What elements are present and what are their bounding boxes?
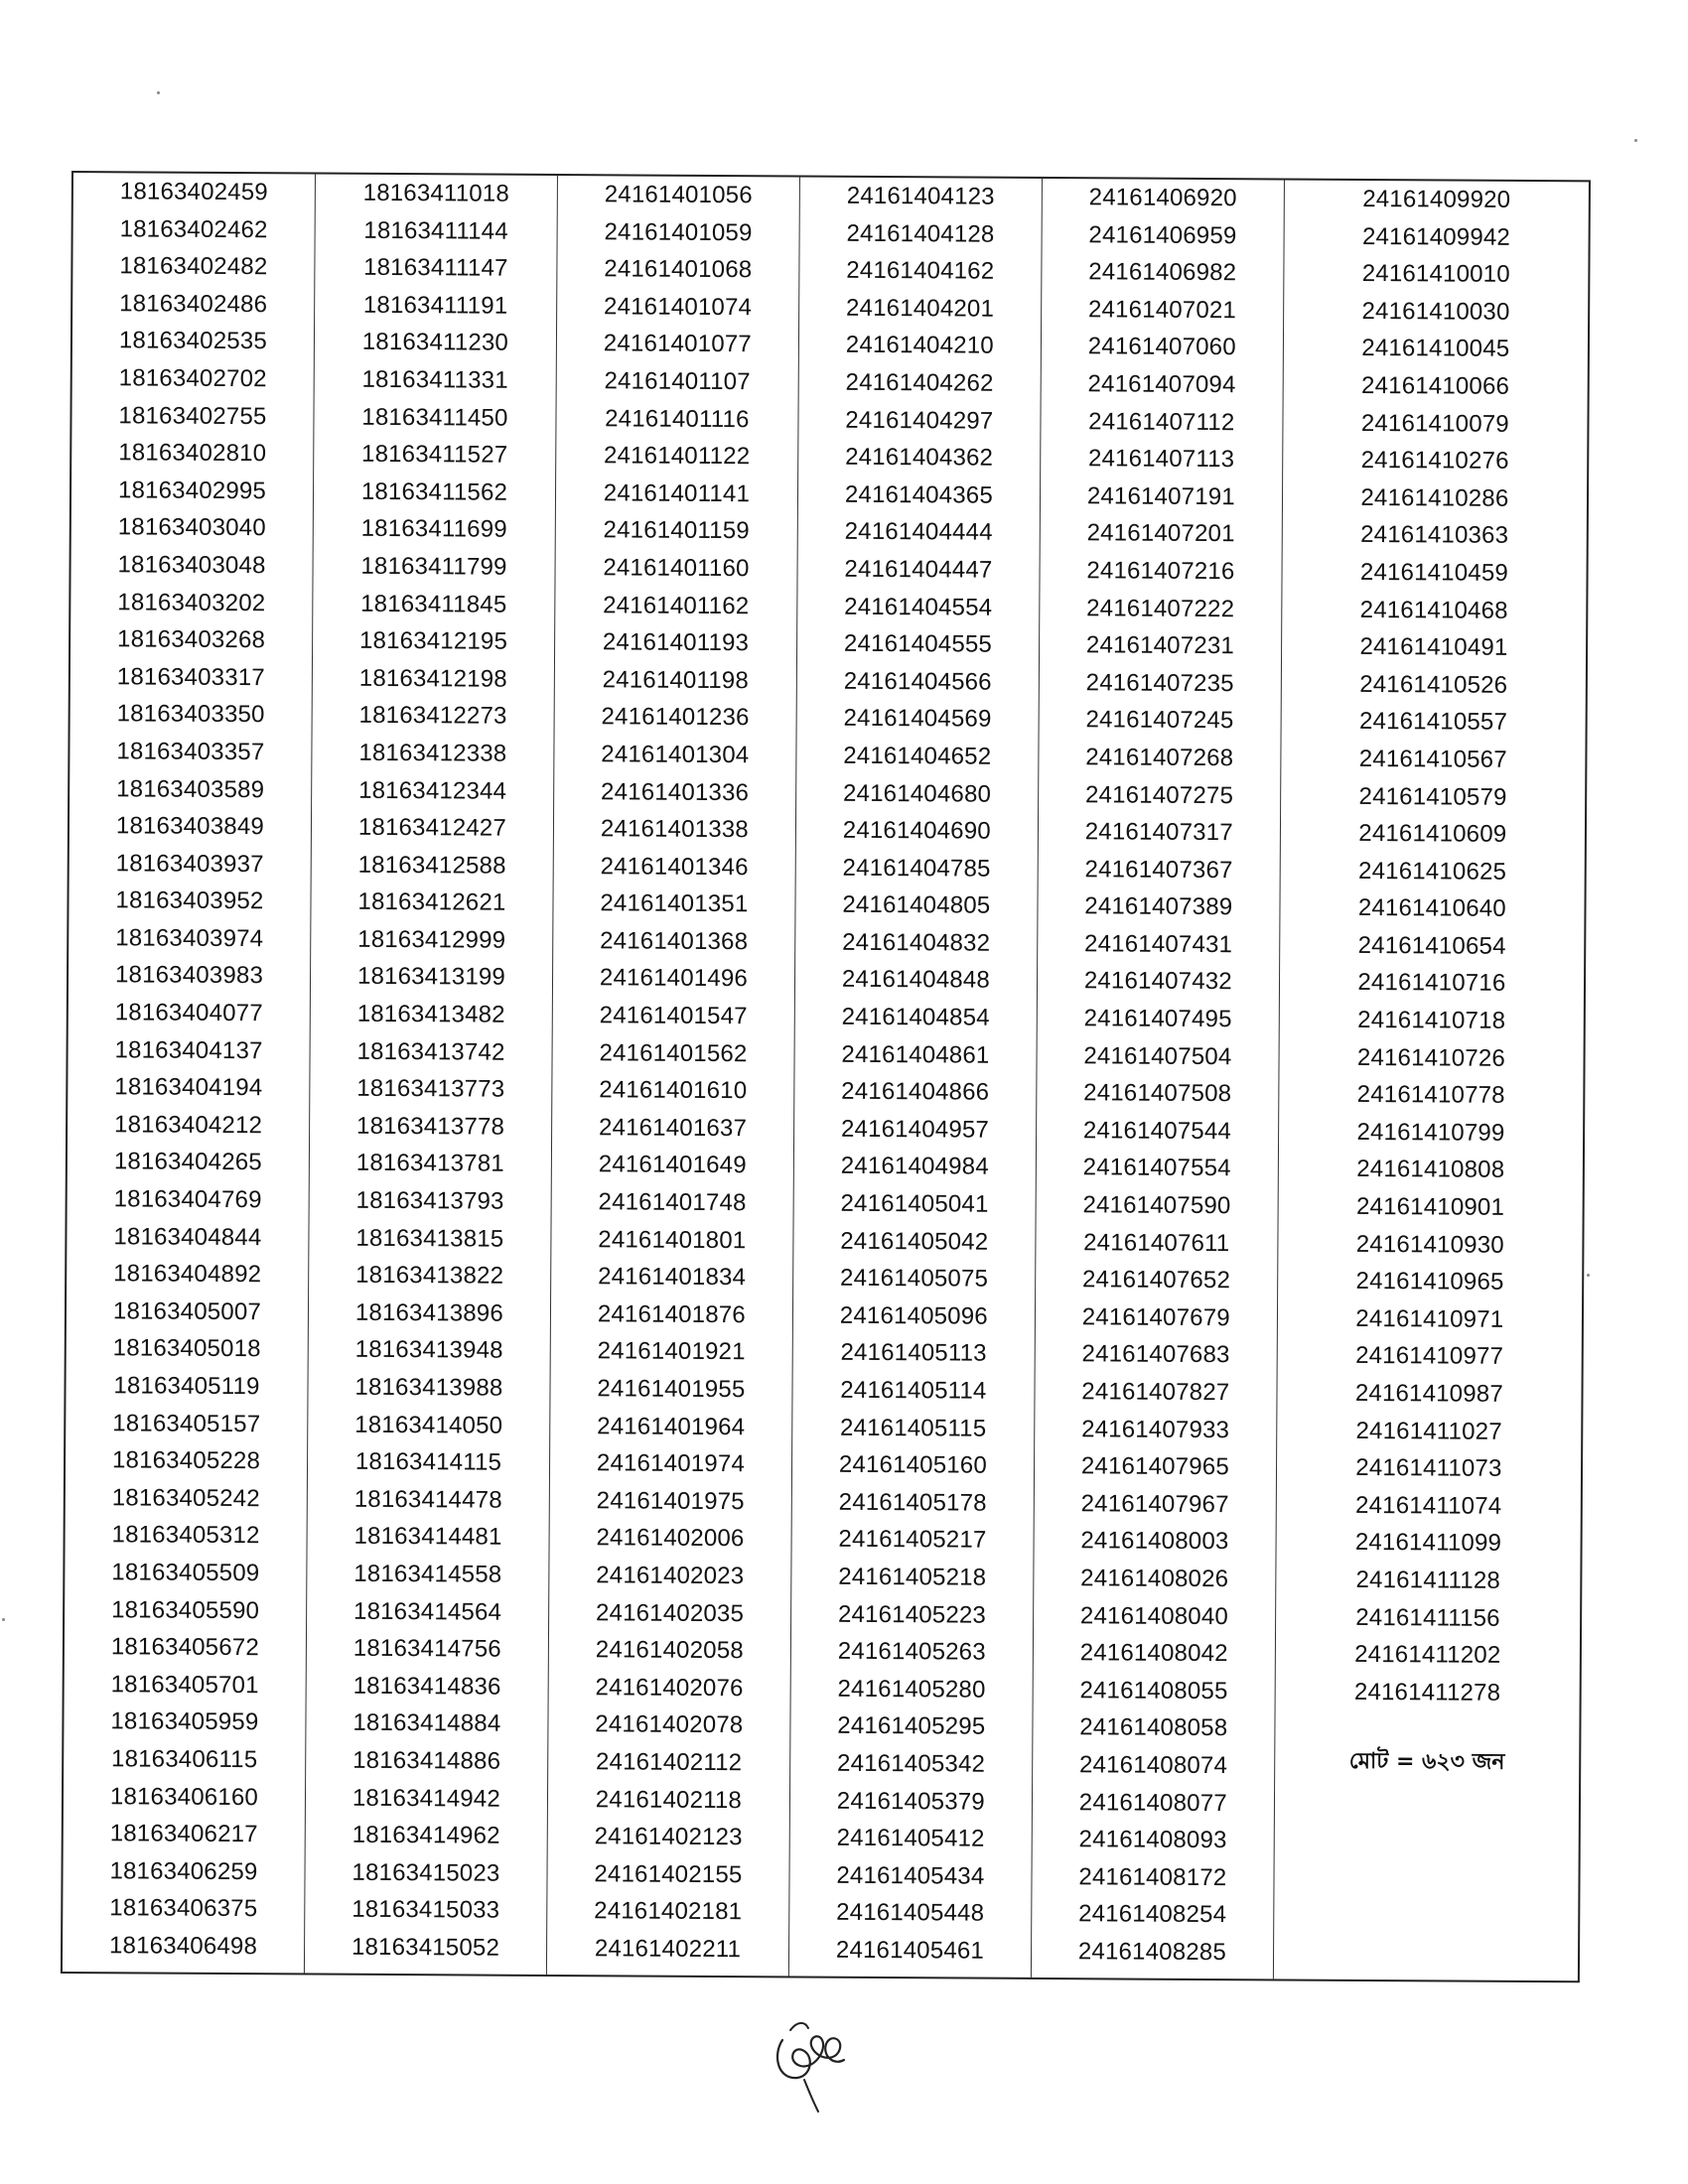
roll-number-cell: 24161404848	[841, 966, 991, 995]
roll-number-cell: 18163402482	[119, 252, 268, 281]
roll-number-cell: 24161402006	[596, 1524, 745, 1553]
roll-number-cell: 24161404554	[844, 593, 993, 621]
roll-number-cell: 24161404128	[846, 219, 995, 248]
roll-number-cell: 24161402155	[594, 1859, 743, 1888]
roll-number-cell: 24161410468	[1359, 596, 1508, 624]
roll-number-cell: 18163413778	[355, 1112, 505, 1141]
roll-number-cell: 18163404844	[113, 1222, 262, 1251]
roll-number-cell: 18163411191	[362, 291, 508, 320]
roll-number-cell: 24161405113	[840, 1339, 987, 1368]
roll-number-cell: 18163414050	[354, 1411, 503, 1439]
roll-number-cell: 18163414836	[352, 1672, 501, 1701]
roll-number-cell: 24161410726	[1356, 1043, 1506, 1072]
roll-number-cell: 18163404137	[114, 1035, 263, 1064]
roll-number-cell: 24161401122	[603, 442, 751, 471]
roll-number-cell: 18163413781	[355, 1150, 504, 1178]
roll-number-cell: 24161405434	[836, 1861, 985, 1890]
roll-number-cell: 24161401974	[596, 1449, 746, 1478]
roll-number-cell: 24161410491	[1359, 633, 1508, 661]
roll-number-cell: 24161402118	[595, 1785, 743, 1814]
roll-number-cell: 24161408055	[1079, 1676, 1228, 1705]
scan-speck	[1587, 1274, 1590, 1277]
roll-number-cell: 18163412338	[358, 739, 507, 767]
roll-number-cell: 24161407554	[1082, 1154, 1231, 1182]
roll-number-cell: 24161404785	[842, 854, 991, 883]
roll-number-cell: 18163415023	[352, 1858, 500, 1887]
roll-number-cell: 24161407113	[1087, 445, 1235, 474]
roll-number-cell: 24161405412	[836, 1824, 985, 1852]
roll-number-cell: 18163411450	[361, 403, 508, 432]
roll-number-cell: 24161401077	[603, 330, 752, 358]
roll-number-cell: 18163402486	[119, 290, 268, 318]
roll-number-cell: 24161405160	[838, 1450, 988, 1479]
roll-number-cell: 18163405242	[111, 1484, 260, 1512]
roll-number-cell: 24161410526	[1359, 670, 1508, 699]
roll-number-cell: 18163405312	[111, 1521, 260, 1550]
roll-number-cell: 24161411027	[1355, 1417, 1502, 1445]
roll-number-cell: 18163404265	[113, 1148, 262, 1176]
roll-number-cell: 18163406160	[109, 1782, 259, 1811]
roll-number-cell: 18163405959	[110, 1707, 259, 1736]
roll-number-cell: 18163414942	[352, 1784, 501, 1813]
roll-column-4	[789, 177, 1043, 1977]
roll-number-table	[61, 171, 1591, 1982]
roll-number-cell: 24161404566	[843, 667, 992, 696]
roll-number-cell: 24161401547	[599, 1002, 748, 1030]
roll-number-cell: 18163411331	[361, 365, 508, 394]
roll-number-cell: 24161401107	[604, 367, 751, 396]
roll-number-cell: 24161410276	[1360, 447, 1509, 476]
roll-number-cell: 24161408040	[1079, 1601, 1229, 1630]
roll-number-cell: 18163403952	[115, 887, 264, 915]
roll-number-cell: 24161402123	[594, 1823, 743, 1851]
roll-number-cell: 24161407231	[1085, 631, 1235, 660]
roll-number-cell: 24161407021	[1087, 296, 1237, 324]
roll-number-cell: 24161407431	[1084, 930, 1233, 959]
roll-number-cell: 18163402459	[119, 178, 268, 206]
roll-number-cell: 24161406959	[1088, 220, 1237, 249]
roll-number-cell: 18163414478	[353, 1485, 502, 1514]
roll-number-cell: 24161401068	[604, 255, 753, 284]
roll-number-cell: 18163403202	[117, 588, 266, 616]
roll-number-cell: 24161407367	[1084, 855, 1233, 884]
roll-number-cell: 24161407094	[1087, 370, 1236, 399]
roll-number-cell: 18163412621	[357, 888, 506, 916]
roll-number-cell: 18163403974	[115, 924, 264, 953]
roll-number-cell: 24161408074	[1078, 1751, 1228, 1780]
roll-number-cell: 24161404832	[842, 928, 991, 957]
roll-number-cell: 24161408254	[1078, 1900, 1227, 1929]
roll-column-1	[63, 173, 316, 1973]
roll-number-cell: 24161401964	[597, 1412, 746, 1440]
roll-number-cell: 24161407268	[1085, 744, 1234, 772]
roll-number-cell: 24161411074	[1355, 1491, 1502, 1520]
roll-number-cell: 24161402211	[594, 1935, 742, 1964]
roll-number-cell: 24161401610	[599, 1076, 748, 1105]
roll-number-cell: 24161410799	[1356, 1118, 1505, 1147]
roll-number-cell: 18163411144	[363, 216, 508, 245]
roll-number-cell: 24161409942	[1361, 222, 1511, 251]
roll-number-cell: 18163413822	[355, 1261, 504, 1290]
roll-number-cell: 24161406920	[1088, 184, 1237, 212]
roll-number-cell: 18163414115	[354, 1447, 502, 1476]
roll-number-cell: 18163413199	[356, 963, 506, 992]
roll-number-cell: 18163411562	[360, 478, 508, 506]
roll-number-cell: 18163403048	[117, 551, 266, 580]
roll-number-cell: 24161410625	[1358, 857, 1507, 886]
roll-number-cell: 24161407827	[1081, 1378, 1230, 1407]
roll-number-cell: 24161411099	[1354, 1529, 1502, 1558]
roll-number-cell: 24161405218	[838, 1563, 987, 1591]
roll-number-cell: 24161404680	[842, 779, 992, 808]
roll-number-cell: 18163405119	[113, 1372, 260, 1401]
roll-number-cell: 24161410030	[1361, 297, 1510, 326]
roll-column-6-cells	[1275, 180, 1589, 1711]
roll-number-cell: 24161405041	[840, 1189, 989, 1218]
roll-number-cell: 18163402702	[118, 364, 267, 393]
roll-number-cell: 24161404362	[845, 443, 994, 472]
roll-number-cell: 24161408172	[1078, 1862, 1227, 1891]
roll-number-cell: 18163412588	[357, 851, 506, 880]
roll-number-cell: 24161401141	[603, 479, 751, 507]
roll-number-cell: 24161405342	[837, 1749, 986, 1778]
roll-column-3	[547, 176, 800, 1976]
roll-column-6	[1274, 180, 1589, 1980]
roll-number-cell: 24161404123	[846, 182, 995, 210]
roll-number-cell: 24161411278	[1353, 1678, 1501, 1706]
roll-number-cell: 24161410971	[1355, 1304, 1504, 1333]
roll-number-cell: 24161407967	[1080, 1490, 1229, 1518]
roll-number-cell: 18163406115	[111, 1745, 258, 1774]
scan-speck	[157, 91, 160, 94]
roll-number-cell: 24161404365	[844, 480, 994, 509]
roll-number-cell: 24161404861	[841, 1040, 990, 1069]
roll-number-cell: 24161410640	[1357, 894, 1506, 923]
roll-number-cell: 18163413773	[356, 1075, 505, 1103]
scan-speck	[1634, 139, 1637, 142]
roll-number-cell: 24161410079	[1360, 409, 1509, 438]
roll-number-cell: 24161408058	[1079, 1713, 1228, 1742]
roll-number-cell: 18163414756	[352, 1634, 501, 1663]
roll-number-cell: 24161405114	[840, 1376, 987, 1405]
roll-number-cell: 24161411073	[1355, 1454, 1502, 1483]
roll-number-cell: 24161405461	[835, 1936, 985, 1965]
roll-number-cell: 18163403317	[116, 663, 265, 691]
roll-number-cell: 24161407933	[1081, 1415, 1230, 1443]
roll-column-5	[1032, 179, 1285, 1979]
roll-number-cell: 24161410286	[1360, 483, 1509, 512]
roll-number-cell: 24161410965	[1355, 1268, 1504, 1297]
roll-number-cell: 18163405509	[111, 1559, 260, 1587]
roll-number-cell: 24161401346	[600, 852, 749, 881]
roll-number-cell: 18163406259	[109, 1856, 258, 1885]
roll-number-cell: 24161407317	[1084, 818, 1233, 847]
roll-number-cell: 24161410579	[1358, 782, 1507, 811]
roll-number-cell: 24161407191	[1086, 482, 1235, 510]
roll-number-cell: 24161401193	[602, 628, 750, 657]
roll-number-cell: 24161401160	[603, 554, 750, 583]
roll-number-cell: 24161407679	[1081, 1303, 1230, 1331]
roll-number-cell: 18163414886	[352, 1746, 501, 1775]
roll-number-cell: 24161411202	[1354, 1641, 1501, 1669]
roll-number-cell: 24161407060	[1087, 333, 1236, 361]
roll-number-cell: 18163403983	[114, 961, 264, 990]
roll-number-cell: 24161410808	[1356, 1156, 1505, 1184]
roll-number-cell: 24161411128	[1355, 1566, 1501, 1594]
roll-number-cell: 18163414481	[353, 1523, 502, 1552]
roll-number-cell: 24161401159	[603, 516, 750, 545]
roll-number-cell: 18163414564	[352, 1597, 502, 1626]
roll-number-cell: 24161401975	[596, 1487, 745, 1515]
roll-number-cell: 24161405223	[837, 1600, 987, 1629]
roll-number-cell: 24161410066	[1361, 371, 1510, 400]
roll-number-cell: 24161405448	[836, 1899, 985, 1927]
roll-number-cell: 24161401074	[603, 293, 753, 321]
roll-number-cell: 18163411699	[360, 515, 507, 544]
roll-number-cell: 24161401649	[598, 1151, 747, 1179]
roll-number-cell: 24161404690	[842, 816, 991, 845]
roll-number-cell: 24161401304	[601, 741, 750, 769]
roll-number-cell: 24161408093	[1078, 1826, 1227, 1854]
roll-number-cell: 24161407590	[1082, 1191, 1231, 1220]
roll-number-cell: 18163413988	[354, 1373, 503, 1402]
roll-number-cell: 24161408285	[1077, 1938, 1227, 1967]
roll-number-cell: 18163411845	[360, 590, 507, 618]
roll-number-cell: 24161404555	[843, 629, 993, 658]
roll-number-cell: 24161410987	[1354, 1379, 1504, 1408]
roll-number-cell: 24161410363	[1360, 521, 1509, 550]
roll-number-cell: 24161407683	[1081, 1340, 1230, 1369]
roll-number-cell: 24161407965	[1080, 1452, 1230, 1481]
roll-number-cell: 24161410977	[1355, 1342, 1504, 1371]
roll-number-cell: 24161407112	[1088, 407, 1235, 436]
roll-number-cell: 24161407495	[1083, 1005, 1232, 1033]
roll-number-cell: 24161407611	[1083, 1228, 1230, 1257]
roll-number-cell: 24161401059	[604, 217, 753, 246]
roll-number-cell: 24161404805	[842, 891, 991, 919]
roll-number-cell: 18163404194	[114, 1073, 263, 1102]
roll-number-cell: 24161404210	[845, 332, 994, 360]
roll-number-cell: 24161407245	[1085, 706, 1234, 735]
roll-number-cell: 24161404652	[843, 742, 992, 770]
roll-number-cell: 24161401876	[597, 1300, 746, 1328]
roll-number-cell: 18163402535	[118, 327, 268, 355]
roll-number-cell: 24161401368	[600, 927, 749, 956]
roll-number-cell: 24161402058	[595, 1636, 744, 1665]
roll-number-cell: 24161410609	[1358, 820, 1507, 848]
roll-number-cell: 18163411147	[363, 253, 508, 282]
roll-number-cell: 18163403589	[116, 774, 265, 803]
roll-number-cell: 24161401236	[601, 703, 750, 732]
roll-number-cell: 24161402023	[596, 1562, 745, 1590]
roll-number-cell: 18163413815	[355, 1224, 504, 1253]
roll-number-cell: 18163404077	[114, 999, 263, 1027]
roll-number-cell: 18163403350	[116, 700, 265, 729]
roll-number-cell: 24161401562	[599, 1038, 748, 1067]
roll-number-cell: 18163402995	[117, 477, 267, 504]
roll-column-2	[305, 175, 558, 1975]
roll-number-cell: 18163403357	[116, 738, 265, 766]
roll-number-cell: 24161405042	[840, 1227, 989, 1256]
roll-number-cell: 24161410010	[1361, 260, 1510, 289]
roll-number-cell: 24161410778	[1356, 1081, 1505, 1110]
roll-number-cell: 18163405007	[112, 1297, 262, 1326]
roll-number-cell: 24161402035	[595, 1598, 745, 1627]
roll-number-cell: 18163406498	[108, 1932, 258, 1961]
roll-number-cell: 18163404212	[114, 1111, 263, 1140]
roll-number-cell: 18163405672	[110, 1633, 259, 1662]
roll-number-cell: 24161401955	[597, 1375, 746, 1404]
roll-number-cell: 18163403268	[117, 625, 266, 654]
roll-number-cell: 18163414884	[352, 1709, 501, 1738]
roll-number-cell: 18163411799	[360, 552, 507, 581]
roll-number-cell: 18163405157	[112, 1409, 261, 1437]
roll-number-cell: 24161405096	[839, 1301, 988, 1330]
roll-number-cell: 18163403849	[115, 812, 265, 841]
roll-number-cell: 24161406982	[1088, 258, 1237, 287]
roll-number-cell: 24161405217	[838, 1526, 987, 1555]
roll-number-cell: 24161407235	[1085, 668, 1234, 697]
roll-number-cell: 24161405280	[837, 1675, 986, 1704]
roll-number-cell: 24161404444	[844, 518, 993, 547]
roll-number-cell: 24161401056	[604, 181, 753, 209]
roll-number-cell: 24161401116	[605, 404, 750, 433]
roll-number-cell: 24161404866	[841, 1078, 990, 1106]
roll-number-cell: 18163414558	[353, 1560, 502, 1588]
roll-number-cell: 24161404854	[841, 1003, 990, 1031]
roll-number-cell: 24161404201	[845, 294, 995, 323]
roll-number-cell: 18163412273	[358, 702, 507, 731]
roll-number-cell: 24161401351	[600, 889, 749, 918]
roll-number-cell: 18163415052	[351, 1933, 500, 1962]
roll-number-cell: 18163405590	[111, 1595, 260, 1624]
roll-number-cell: 24161401748	[598, 1188, 747, 1217]
roll-number-cell: 24161404262	[845, 368, 994, 397]
roll-number-cell: 24161407508	[1083, 1079, 1232, 1108]
roll-number-cell: 18163406375	[109, 1894, 258, 1923]
roll-number-cell: 24161410459	[1359, 558, 1509, 587]
roll-number-cell: 18163404769	[113, 1185, 262, 1214]
roll-number-cell: 18163414962	[352, 1821, 500, 1849]
roll-number-cell: 24161407652	[1081, 1266, 1231, 1295]
roll-number-cell: 24161401637	[598, 1114, 748, 1143]
roll-number-cell: 24161408077	[1078, 1788, 1227, 1817]
roll-number-cell: 18163404892	[113, 1260, 262, 1289]
roll-number-cell: 18163411527	[361, 440, 508, 469]
total-count-label: মোট = ৬২৩ জন	[1348, 1749, 1505, 1776]
roll-number-cell: 18163411018	[362, 179, 510, 207]
roll-number-cell: 24161410930	[1355, 1230, 1504, 1259]
roll-number-cell: 18163413948	[354, 1336, 503, 1365]
roll-number-cell: 24161410901	[1355, 1192, 1505, 1221]
roll-number-cell: 18163413482	[356, 1000, 505, 1028]
roll-number-cell: 24161401336	[601, 777, 750, 806]
roll-number-cell: 24161401496	[599, 964, 749, 993]
roll-number-cell: 18163413793	[355, 1186, 504, 1215]
roll-number-cell: 24161401921	[597, 1337, 746, 1366]
roll-number-cell: 18163413742	[356, 1037, 505, 1066]
roll-number-cell: 24161407201	[1086, 519, 1235, 548]
roll-number-cell: 24161407504	[1083, 1041, 1232, 1070]
roll-number-cell: 24161404957	[840, 1115, 990, 1144]
roll-number-cell: 18163412999	[357, 925, 506, 954]
roll-number-cell: 24161402076	[595, 1674, 744, 1702]
roll-number-cell: 24161401834	[598, 1263, 747, 1292]
roll-number-cell: 24161405295	[837, 1712, 986, 1740]
roll-number-cell: 24161410654	[1357, 931, 1506, 960]
roll-number-cell: 24161404297	[845, 406, 994, 435]
roll-number-cell: 18163405018	[112, 1334, 261, 1363]
roll-number-cell: 24161401338	[600, 815, 749, 844]
roll-number-cell: 18163402810	[118, 439, 267, 468]
roll-number-cell: 24161404569	[843, 705, 992, 733]
roll-number-cell: 18163402755	[118, 401, 267, 430]
roll-number-cell: 18163403937	[115, 849, 264, 878]
roll-number-cell: 24161408026	[1080, 1565, 1229, 1593]
roll-number-cell: 24161405379	[836, 1787, 985, 1816]
roll-number-cell: 24161405075	[839, 1264, 989, 1293]
roll-number-cell: 24161409920	[1362, 185, 1511, 213]
roll-number-cell: 24161401198	[602, 665, 750, 694]
roll-number-cell: 24161404162	[846, 256, 995, 285]
roll-number-cell: 24161405115	[839, 1414, 987, 1442]
roll-number-cell: 24161408042	[1079, 1639, 1228, 1668]
roll-number-cell: 24161402112	[595, 1748, 743, 1777]
roll-number-cell: 24161404984	[840, 1153, 989, 1181]
roll-number-cell: 24161407222	[1086, 594, 1235, 622]
roll-number-cell: 24161410045	[1361, 335, 1510, 363]
roll-number-cell: 24161407216	[1086, 557, 1235, 586]
roll-number-cell: 18163412427	[357, 813, 507, 842]
roll-number-cell: 24161404447	[844, 555, 993, 584]
roll-number-cell: 18163412195	[358, 626, 508, 655]
roll-number-cell: 18163405701	[110, 1671, 259, 1699]
scan-speck	[2, 1618, 5, 1621]
roll-number-cell: 18163406217	[109, 1820, 258, 1848]
roll-number-cell: 24161408003	[1080, 1527, 1229, 1556]
roll-number-cell: 18163415033	[352, 1896, 500, 1924]
roll-number-cell: 18163402462	[119, 214, 268, 243]
roll-number-cell: 24161405178	[838, 1488, 987, 1517]
roll-number-cell: 18163403040	[117, 513, 266, 542]
roll-number-cell: 18163411230	[361, 329, 509, 357]
roll-number-cell: 24161401162	[603, 591, 750, 619]
roll-number-cell: 24161405263	[837, 1637, 986, 1666]
roll-number-cell: 18163412198	[358, 664, 507, 693]
roll-number-cell: 24161402181	[594, 1897, 743, 1926]
roll-number-cell: 24161410718	[1357, 1006, 1506, 1034]
roll-number-cell: 24161407544	[1082, 1117, 1232, 1145]
roll-number-cell: 18163413896	[354, 1298, 504, 1327]
roll-number-cell: 24161410557	[1358, 708, 1508, 737]
roll-number-cell: 18163405228	[111, 1446, 261, 1475]
roll-number-cell: 24161410567	[1358, 745, 1507, 773]
roll-number-cell: 24161402078	[595, 1710, 744, 1739]
signature-icon	[753, 2000, 862, 2119]
roll-number-cell: 24161410716	[1357, 969, 1506, 998]
roll-number-cell: 24161407389	[1084, 892, 1233, 921]
roll-number-cell: 24161411156	[1355, 1603, 1500, 1632]
roll-number-cell: 24161407275	[1084, 780, 1234, 809]
roll-number-cell: 24161401801	[598, 1225, 747, 1254]
roll-number-cell: 18163412344	[358, 776, 507, 805]
roll-number-cell: 24161407432	[1083, 967, 1232, 996]
